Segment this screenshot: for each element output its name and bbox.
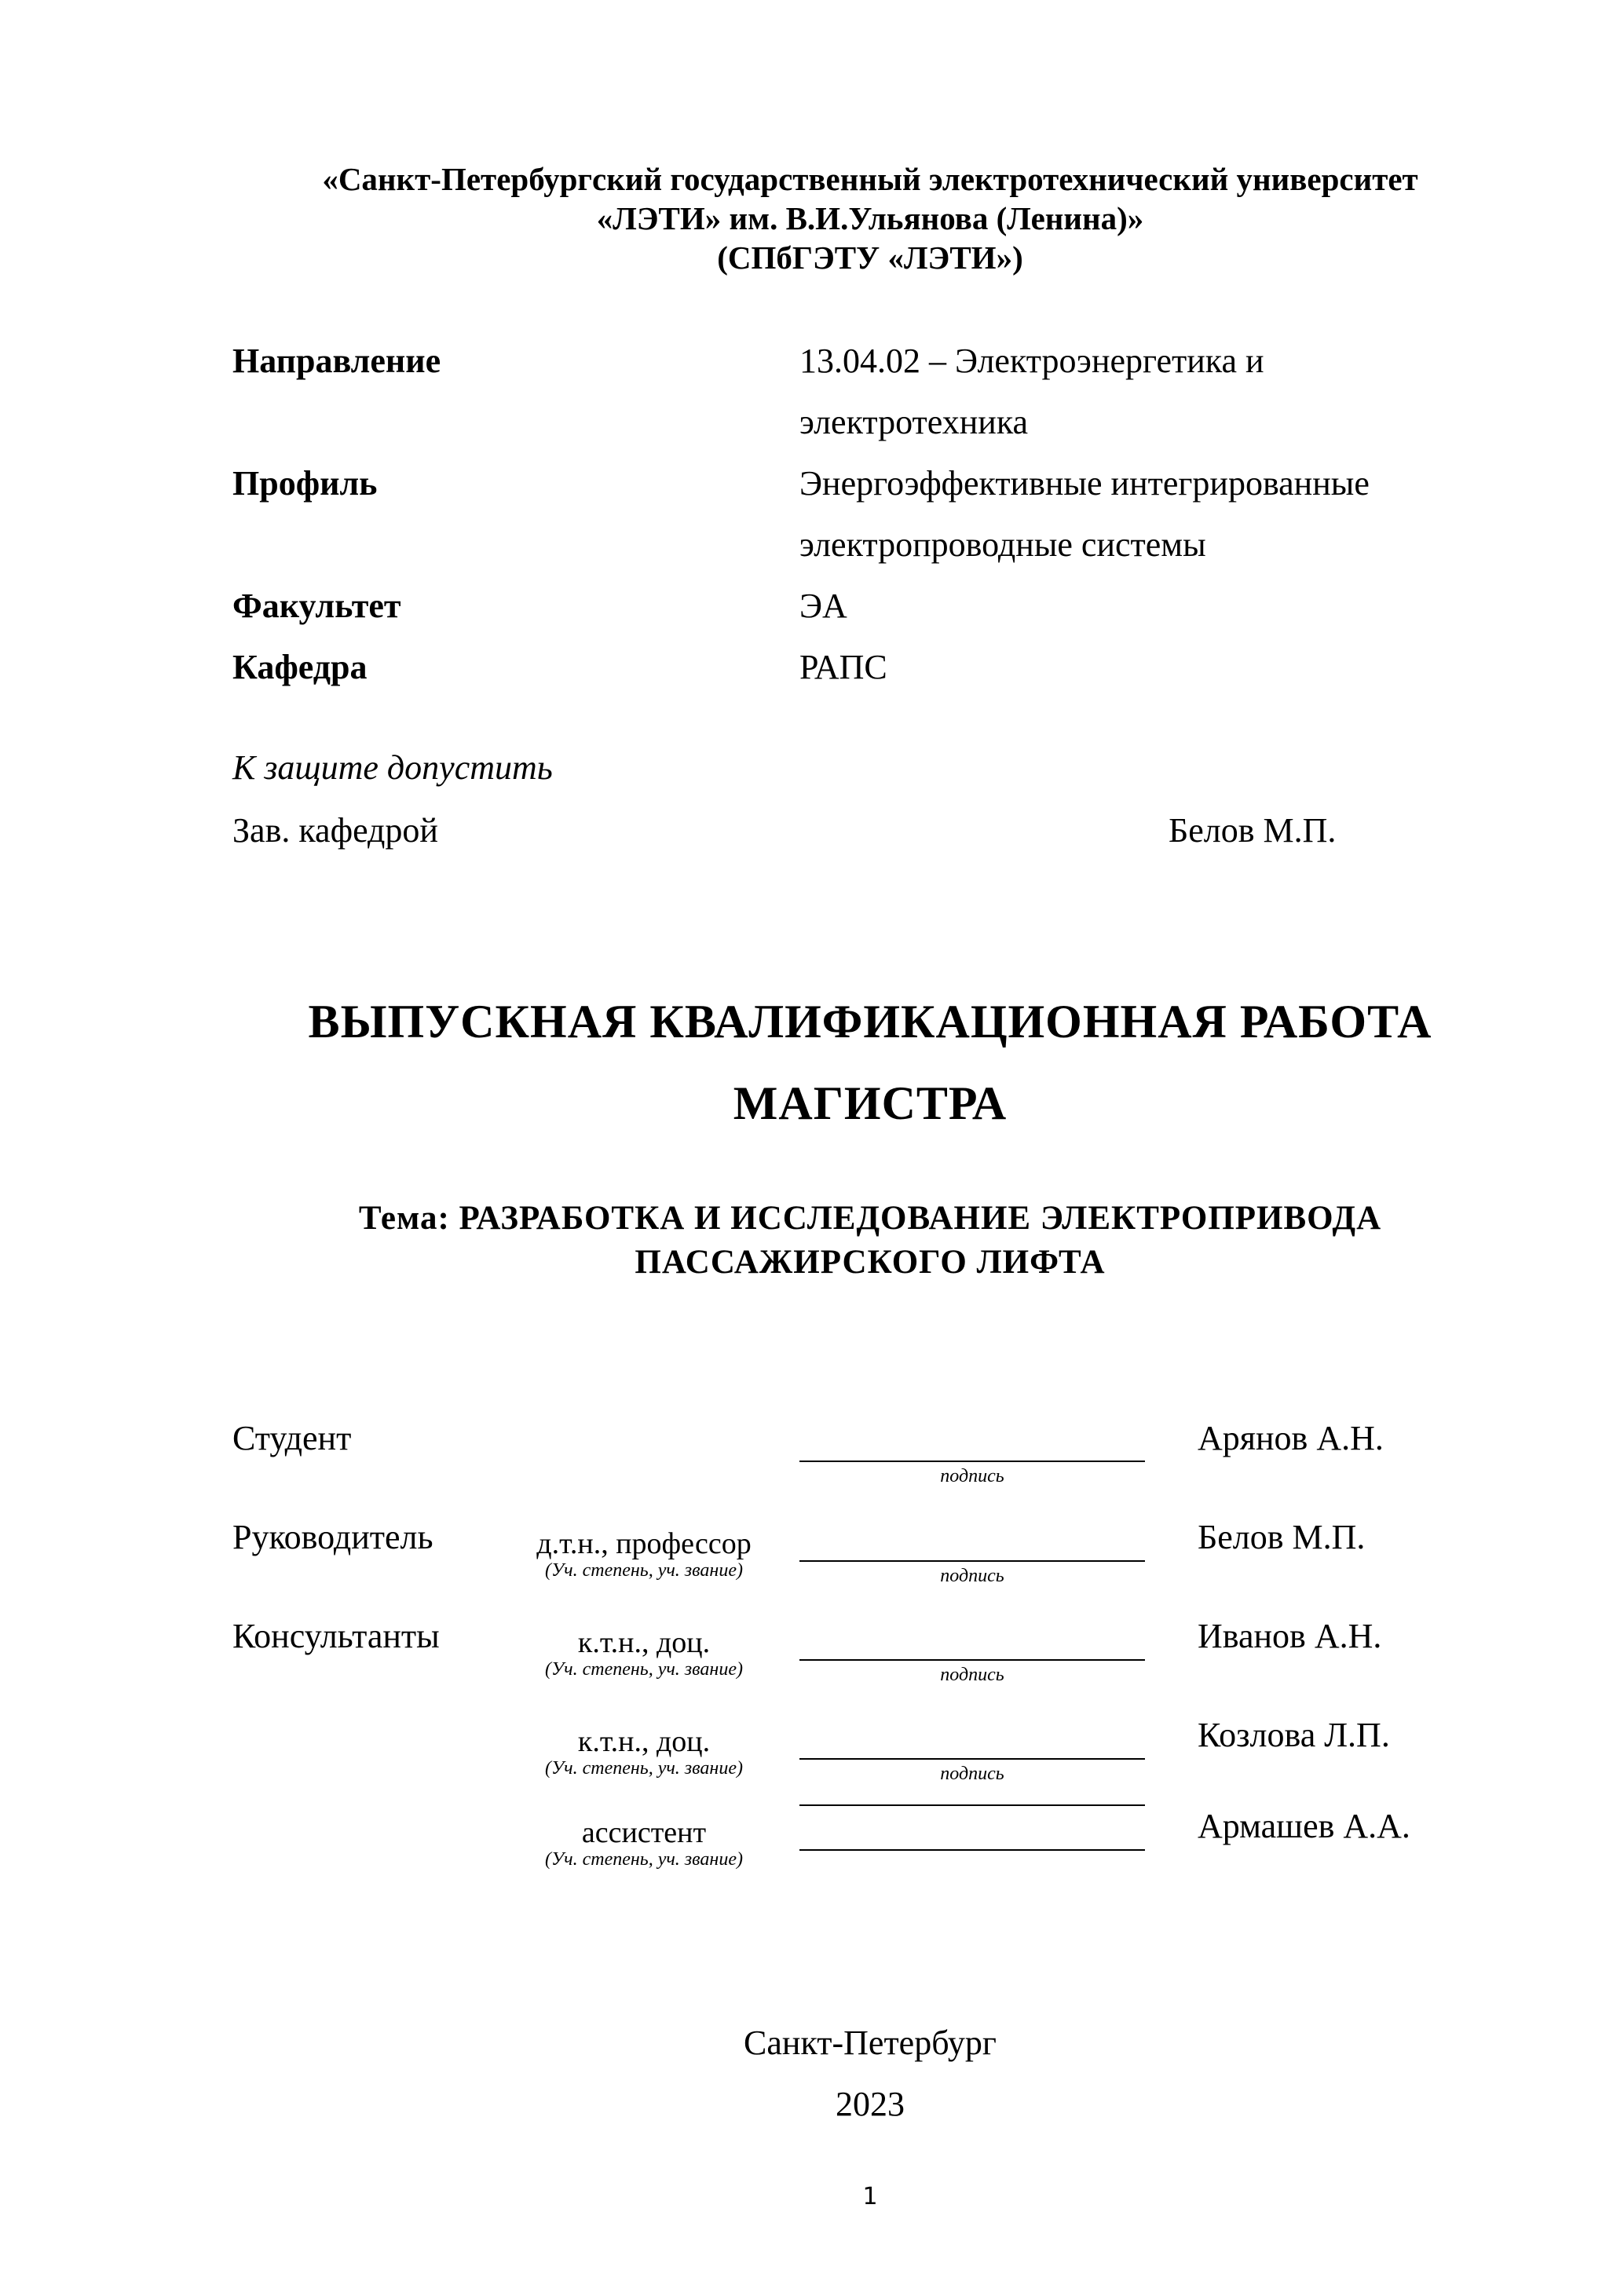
student-signature-caption: подпись <box>940 1466 1004 1486</box>
page-number: 1 <box>862 2183 878 2210</box>
supervisor-role: Руководитель <box>232 1518 433 1556</box>
faculty-label: Факультет <box>232 587 401 625</box>
document-title-line1: ВЫПУСКНАЯ КВАЛИФИКАЦИОННАЯ РАБОТА <box>308 996 1432 1047</box>
consultant3-rank: ассистент <box>581 1816 707 1849</box>
department-label: Кафедра <box>232 648 368 686</box>
consultant3-upper-line <box>799 1804 1145 1806</box>
consultant3-name: Армашев А.А. <box>1198 1807 1410 1845</box>
student-signature-line <box>799 1461 1145 1462</box>
head-of-department-role: Зав. кафедрой <box>232 811 438 850</box>
document-title-line2: МАГИСТРА <box>733 1077 1008 1129</box>
profile-value-line2: электропроводные системы <box>799 525 1206 564</box>
consultant2-signature-line <box>799 1758 1145 1760</box>
consultant1-signature-caption: подпись <box>940 1665 1004 1685</box>
university-name-line2: «ЛЭТИ» им. В.И.Ульянова (Ленина)» <box>596 200 1144 236</box>
profile-label: Профиль <box>232 464 378 503</box>
consultant2-signature-caption: подпись <box>940 1764 1004 1784</box>
university-name-line1: «Санкт-Петербургский государственный электротехнический университет <box>322 161 1418 197</box>
supervisor-name: Белов М.П. <box>1198 1518 1366 1556</box>
topic-line2: ПАССАЖИРСКОГО ЛИФТА <box>635 1244 1106 1281</box>
consultant1-rank: к.т.н., доц. <box>577 1626 711 1659</box>
consultant2-name: Козлова Л.П. <box>1198 1716 1390 1754</box>
city: Санкт-Петербург <box>744 2024 997 2062</box>
consultant1-name: Иванов А.Н. <box>1198 1617 1382 1655</box>
supervisor-signature-caption: подпись <box>940 1566 1004 1586</box>
admission-note: К защите допустить <box>232 748 553 787</box>
supervisor-rank-caption: (Уч. степень, уч. звание) <box>545 1560 743 1581</box>
year: 2023 <box>836 2085 905 2123</box>
supervisor-rank: д.т.н., профессор <box>536 1527 752 1560</box>
consultants-role: Консультанты <box>232 1617 440 1655</box>
consultant3-signature-line <box>799 1849 1145 1851</box>
profile-value-line1: Энергоэффективные интегрированные <box>799 464 1370 503</box>
consultant2-rank: к.т.н., доц. <box>577 1725 711 1758</box>
consultant1-signature-line <box>799 1659 1145 1661</box>
direction-value-line2: электротехника <box>799 403 1029 441</box>
student-role: Студент <box>232 1419 352 1457</box>
direction-value-line1: 13.04.02 – Электроэнергетика и <box>799 342 1264 380</box>
consultant2-rank-caption: (Уч. степень, уч. звание) <box>545 1758 743 1779</box>
department-value: РАПС <box>799 648 887 686</box>
consultant1-rank-caption: (Уч. степень, уч. звание) <box>545 1659 743 1680</box>
faculty-value: ЭА <box>799 587 847 625</box>
topic-line1: Тема: РАЗРАБОТКА И ИССЛЕДОВАНИЕ ЭЛЕКТРОПРИВОДА <box>358 1200 1382 1237</box>
consultant3-rank-caption: (Уч. степень, уч. звание) <box>545 1849 743 1870</box>
university-abbreviation: (СПбГЭТУ «ЛЭТИ») <box>717 239 1023 276</box>
head-of-department-name: Белов М.П. <box>1169 811 1337 850</box>
supervisor-signature-line <box>799 1560 1145 1562</box>
student-name: Арянов А.Н. <box>1198 1419 1384 1457</box>
direction-label: Направление <box>232 342 441 380</box>
